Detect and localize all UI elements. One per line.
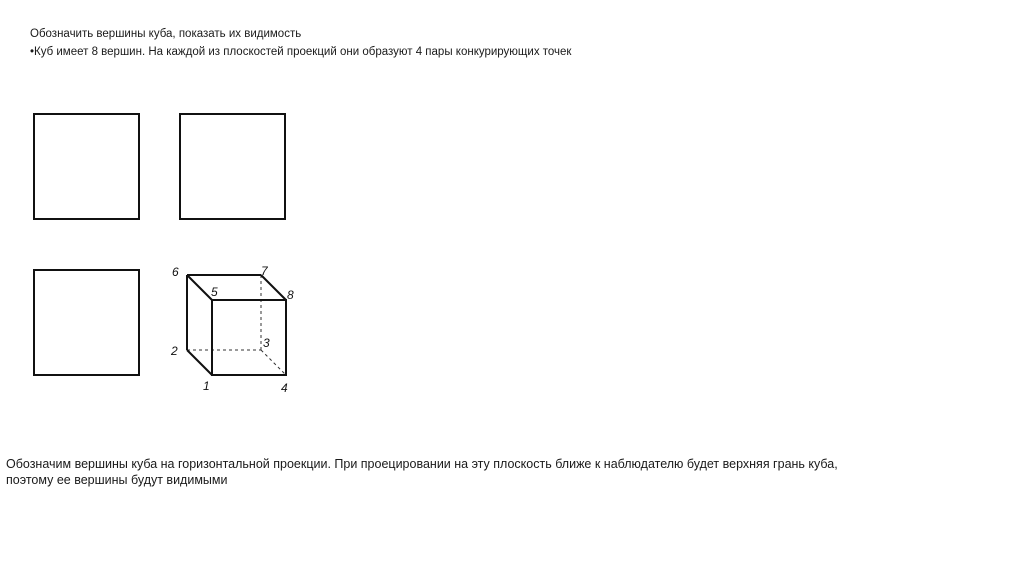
explanation-text — [6, 456, 1006, 488]
header — [30, 25, 571, 61]
slide-subtitle: •Куб имеет 8 вершин. На каждой из плоскостей проекций они образуют 4 пары конкурирующих точек — [30, 46, 572, 58]
explanation-line-2: поэтому ее вершины будут видимыми — [6, 473, 228, 487]
edge-6-5 — [187, 275, 212, 300]
vertex-label-5: 5 — [211, 285, 218, 299]
vertex-label-4: 4 — [281, 381, 288, 395]
profile-projection-square — [179, 113, 286, 220]
vertex-label-6: 6 — [172, 265, 179, 279]
frontal-projection-square — [33, 113, 140, 220]
horizontal-projection-square — [33, 269, 140, 376]
edge-2-1 — [187, 350, 212, 375]
slide-title: Обозначить вершины куба, показать их видимость — [30, 28, 302, 40]
vertex-label-1: 1 — [203, 379, 210, 393]
vertex-label-3: 3 — [263, 336, 270, 350]
vertex-label-7: 7 — [261, 264, 268, 278]
hidden-edge-3-4 — [261, 350, 286, 375]
vertex-label-2: 2 — [171, 344, 178, 358]
explanation-line-1: Обозначим вершины куба на горизонтальной проекции. При проецировании на эту плоскость ближе к наблюдателю будет верхняя грань куба, — [6, 457, 838, 471]
cube-isometric-drawing — [160, 258, 310, 400]
vertex-label-8: 8 — [287, 288, 294, 302]
edge-7-8 — [261, 275, 286, 300]
